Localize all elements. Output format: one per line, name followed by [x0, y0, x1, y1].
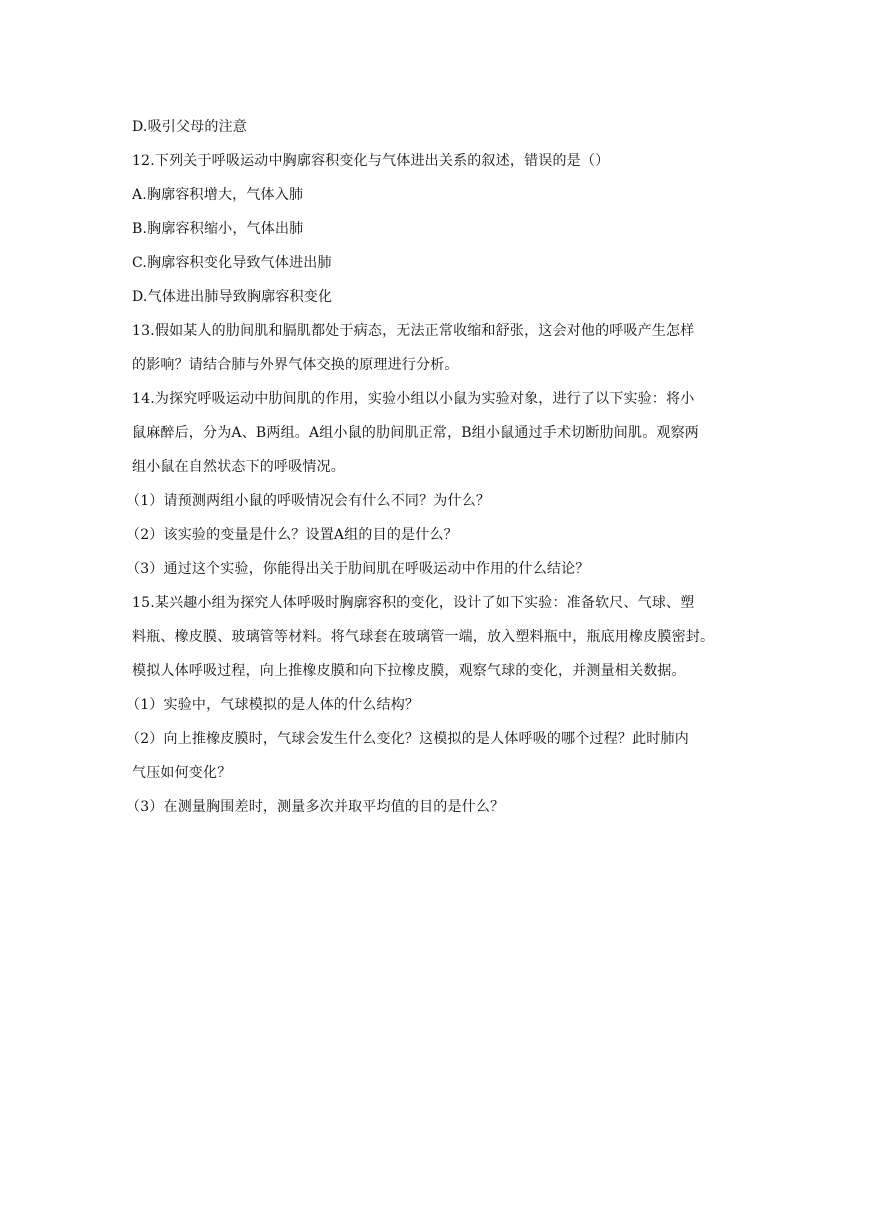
q15-subquestion-3: （3）在测量胸围差时，测量多次并取平均值的目的是什么？ [126, 799, 505, 815]
q15-subquestion-2-line-2: 气压如何变化？ [132, 765, 232, 781]
q13-stem-line-2: 的影响？请结合肺与外界气体交换的原理进行分析。 [132, 357, 459, 373]
q11-option-d: D.吸引父母的注意 [132, 119, 247, 135]
q14-subquestion-3: （3）通过这个实验，你能得出关于肋间肌在呼吸运动中作用的什么结论？ [126, 561, 590, 577]
q14-subquestion-2: （2）该实验的变量是什么？设置A组的目的是什么？ [126, 527, 458, 543]
q15-subquestion-2-line-1: （2）向上推橡皮膜时，气球会发生什么变化？这模拟的是人体呼吸的哪个过程？此时肺内 [126, 731, 689, 747]
q14-subquestion-1: （1）请预测两组小鼠的呼吸情况会有什么不同？为什么？ [126, 493, 491, 509]
q12-option-d: D.气体进出肺导致胸廓容积变化 [132, 289, 333, 305]
q15-stem-line-1: 15.某兴趣小组为探究人体呼吸时胸廓容积的变化，设计了如下实验：准备软尺、气球、塑 [132, 595, 695, 611]
q15-subquestion-1: （1）实验中，气球模拟的是人体的什么结构？ [126, 697, 420, 713]
q15-stem-line-3: 模拟人体呼吸过程，向上推橡皮膜和向下拉橡皮膜，观察气球的变化，并测量相关数据。 [132, 663, 686, 679]
q12-option-a: A.胸廓容积增大，气体入肺 [132, 187, 304, 203]
q15-stem-line-2: 料瓶、橡皮膜、玻璃管等材料。将气球套在玻璃管一端，放入塑料瓶中，瓶底用橡皮膜密封。 [132, 629, 715, 645]
q12-option-c: C.胸廓容积变化导致气体进出肺 [132, 255, 332, 271]
q14-stem-line-1: 14.为探究呼吸运动中肋间肌的作用，实验小组以小鼠为实验对象，进行了以下实验：将小 [132, 391, 695, 407]
q14-stem-line-2: 鼠麻醉后，分为A、B两组。A组小鼠的肋间肌正常，B组小鼠通过手术切断肋间肌。观察两 [132, 425, 699, 441]
document-content [126, 110, 742, 824]
q12-option-b: B.胸廓容积缩小，气体出肺 [132, 221, 304, 237]
q14-stem-line-3: 组小鼠在自然状态下的呼吸情况。 [132, 459, 345, 475]
q12-stem: 12.下列关于呼吸运动中胸廓容积变化与气体进出关系的叙述，错误的是（） [132, 153, 610, 169]
q13-stem-line-1: 13.假如某人的肋间肌和膈肌都处于病态，无法正常收缩和舒张，这会对他的呼吸产生怎样 [132, 323, 695, 339]
